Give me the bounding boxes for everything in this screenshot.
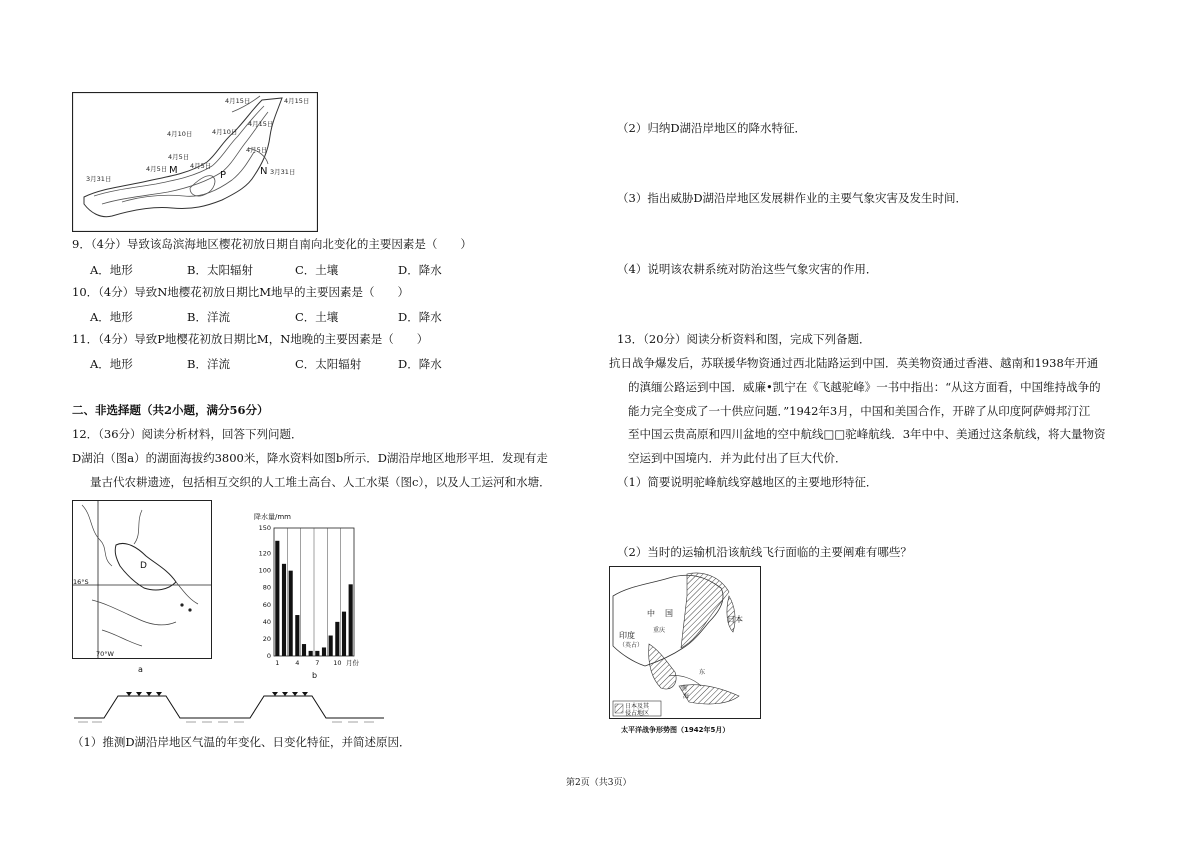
q11-option-d: D．降水 [398,357,442,371]
precipitation-chart [248,508,378,680]
question-11-stem: 11．（4分）导致P地樱花初放日期比M，N地晚的主要因素是（ ） [72,332,429,346]
lake-d-label: D [140,561,147,571]
map-label-british: （英占） [619,642,644,649]
precipitation-bar [329,636,333,656]
longitude-label: 70°W [96,650,114,658]
question-13-material-line: 至中国云贵高原和四川盆地的空中航线□□驼峰航线．3年中中、美通过这条航线，将大量物资 [628,427,1106,441]
q9-option-a: A．地形 [90,263,133,277]
q11-option-c: C．太阳辐射 [295,357,362,371]
isoline-label: 4月5日 [246,146,268,154]
question-13-material-line: 能力完全变成了一十供应问题．”1942年3月，中国和美国合作，开辟了从印度阿萨姆邦汀江 [628,404,1091,418]
chart-x-tick: 7 [315,659,320,667]
point-label-n: N [260,166,268,177]
question-12-material-line: D湖泊（图a）的湖面海拔约3800米，降水资料如图b所示．D湖沿岸地区地形平坦．发现有走 [72,451,548,465]
chart-x-tick: 月份 [346,659,359,667]
precipitation-bar [295,615,299,656]
question-13-stem: 13．（20分）阅读分析资料和图，完成下列备题． [617,332,871,346]
chart-y-tick: 100 [258,566,271,575]
precipitation-bar [282,564,286,656]
precipitation-bar [335,622,339,656]
lake-d-map [72,500,212,675]
question-12-sub-1: （1）推测D湖沿岸地区气温的年变化、日变化特征，并简述原因． [72,735,411,749]
question-9-stem: 9．（4分）导致该岛滨海地区樱花初放日期自南向北变化的主要因素是（ ） [72,237,472,251]
chart-x-tick: 1 [275,659,280,667]
latitude-label: 16°S [73,578,89,586]
q9-option-d: D．降水 [398,263,442,277]
question-13-material-line: 的滇缅公路运到中国．威廉•凯宁在《飞越驼峰》一书中指出：“从这方面看，中国维持战争的 [628,380,1101,394]
chart-y-tick: 120 [258,549,271,558]
question-12-sub-3: （3）指出威胁D湖沿岸地区发展耕作业的主要气象灾害及发生时间． [617,191,968,205]
chart-y-tick: 40 [262,617,271,626]
question-10-stem: 10．（4分）导致N地樱花初放日期比M地早的主要因素是（ ） [72,285,410,299]
map-label-sea-1: 东 [699,669,706,676]
pacific-war-map [609,566,761,738]
precipitation-bar [342,612,346,656]
map-label-japan: 日本 [727,615,743,624]
question-12-material-line: 量古代农耕遗迹，包括相互交织的人工堆土高台、人工水渠（图c），以及人工运河和水塘． [90,475,551,489]
page-footer: 第2页（共3页） [566,778,632,788]
question-12-sub-4: （4）说明该农耕系统对防治这些气象灾害的作用． [617,262,878,276]
precipitation-bar [322,647,326,656]
chart-y-axis-label: 降水量/mm [254,513,291,521]
isoline-label: 3月31日 [86,175,112,183]
question-13-material-line: 空运到中国境内．并为此付出了巨大代价． [628,451,847,465]
isoline-label: 3月31日 [270,168,296,176]
question-13-sub-1: （1）简要说明驼峰航线穿越地区的主要地形特征． [617,475,878,489]
figure-a-caption: a [138,665,143,674]
pacific-map-caption: 太平洋战争形势图（1942年5月） [621,726,730,734]
precipitation-bar [275,541,279,656]
chart-y-tick: 0 [266,652,271,660]
isoline-label: 4月5日 [168,153,190,161]
q10-option-d: D．降水 [398,310,442,324]
legend-label-line-1: 日本及其 [625,703,650,710]
precipitation-bar [315,651,319,656]
q9-option-c: C．土壤 [295,263,339,277]
section-2-title: 二、非选择题（共2小题，满分56分） [72,403,269,417]
point-label-p: P [220,170,227,181]
isoline-label: 4月15日 [248,120,274,128]
q11-option-b: B．洋流 [187,357,230,371]
question-13-material-line: 抗日战争爆发后，苏联援华物资通过西北陆路运到中国．英美物资通过香港、越南和1938年开通 [609,356,1099,370]
isoline-label: 4月15日 [284,97,310,105]
chart-y-tick: 150 [258,524,271,532]
legend-label-line-2: 侵占地区 [625,710,650,717]
map-label-india: 印度 [619,631,635,640]
chart-y-tick: 20 [262,634,271,643]
map-label-china-2: 国 [665,609,673,618]
chart-y-tick: 80 [262,583,271,592]
figure-b-caption: b [312,671,318,680]
q11-option-a: A．地形 [90,357,133,371]
map-label-sea-2: 南 [681,685,688,692]
cherry-blossom-isoline-map [72,92,318,232]
point-label-m: M [169,165,178,176]
question-13-sub-2: （2）当时的运输机沿该航线飞行面临的主要阐难有哪些？ [617,545,912,559]
q9-option-b: B．太阳辐射 [187,263,253,277]
map-label-sea-3: 海 [683,693,690,700]
chart-x-tick: 10 [333,659,342,667]
map-label-china-1: 中 [647,609,655,618]
isoline-label: 4月5日 [190,162,212,170]
q10-option-a: A．地形 [90,310,133,324]
isoline-label: 4月15日 [225,97,251,105]
q10-option-c: C．土壤 [295,310,339,324]
chart-y-tick: 60 [262,600,271,609]
question-12-sub-2: （2）归纳D湖沿岸地区的降水特征． [617,121,807,135]
isoline-label: 4月10日 [167,130,193,138]
precipitation-bar [289,571,293,656]
raised-field-diagram [74,686,384,726]
precipitation-bar [309,651,313,656]
isoline-label: 4月5日 [146,165,168,173]
precipitation-bar [349,584,353,656]
chart-x-tick: 4 [295,659,300,667]
question-12-stem: 12．（36分）阅读分析材料，回答下列问题． [72,427,303,441]
isoline-label: 4月10日 [212,128,238,136]
precipitation-bar [302,644,306,656]
q10-option-b: B．洋流 [187,310,230,324]
map-label-chongqing: 重庆 [653,627,666,634]
